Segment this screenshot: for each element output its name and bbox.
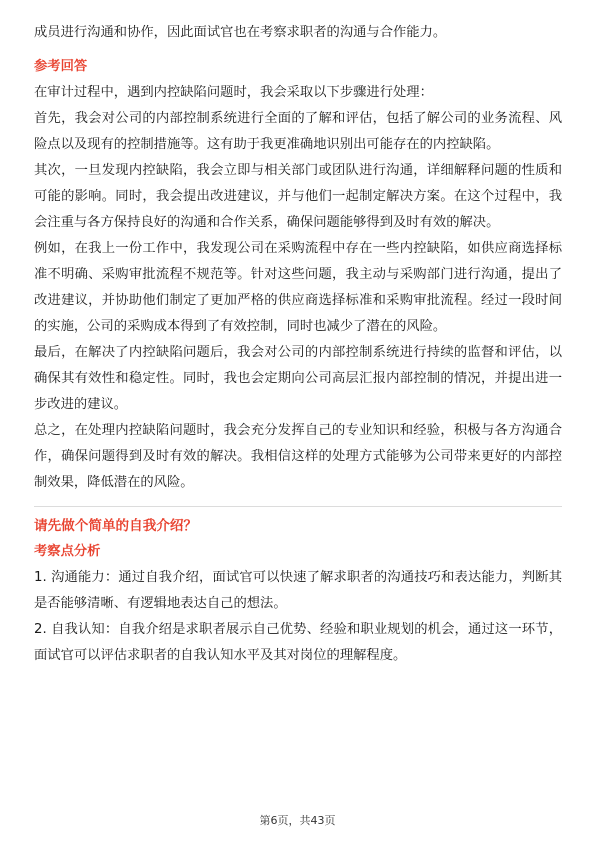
reference-paragraph: 例如，在我上一份工作中，我发现公司在采购流程中存在一些内控缺陷，如供应商选择标准不明确、采购审批流程不规范等。针对这些问题，我主动与采购部门进行沟通，提出了改进建议，并协助他们制定了更加严格的供应商选择标准和采购审批流程。经过一段时间的实施，公司的采购成本得到了有效控制，同时也减少了潜在的风险。: [34, 241, 562, 334]
reference-paragraph: 最后，在解决了内控缺陷问题后，我会对公司的内部控制系统进行持续的监督和评估，以确保其有效性和稳定性。同时，我也会定期向公司高层汇报内部控制的情况，并提出进一步改进的建议。: [34, 345, 562, 412]
question-title: 请先做个简单的自我介绍？: [34, 518, 198, 534]
reference-paragraph: 总之，在处理内控缺陷问题时，我会充分发挥自己的专业知识和经验，积极与各方沟通合作，确保问题得到及时有效的解决。我相信这样的处理方式能够为公司带来更好的内部控制效果，降低潜在的风险。: [34, 423, 562, 490]
analysis-heading: 考察点分析: [34, 544, 101, 559]
reference-paragraph: 首先，我会对公司的内部控制系统进行全面的了解和评估，包括了解公司的业务流程、风险点以及现有的控制措施等。这有助于我更准确地识别出可能存在的内控缺陷。: [34, 111, 562, 152]
reference-paragraph: 其次，一旦发现内控缺陷，我会立即与相关部门或团队进行沟通，详细解释问题的性质和可能的影响。同时，我会提出改进建议，并与他们一起制定解决方案。在这个过程中，我会注重与各方保持良好的沟通和合作关系，确保问题能够得到及时有效的解决。: [34, 163, 562, 230]
section-divider: [34, 506, 562, 507]
page-content: [34, 20, 562, 669]
reference-paragraph: 在审计过程中，遇到内控缺陷问题时，我会采取以下步骤进行处理：: [34, 85, 433, 100]
page-number-footer: 第6页，共43页: [259, 814, 336, 827]
intro-tail-text: 成员进行沟通和协作，因此面试官也在考察求职者的沟通与合作能力。: [34, 25, 447, 40]
analysis-point: 2. 自我认知：自我介绍是求职者展示自己优势、经验和职业规划的机会，通过这一环节，面试官可以评估求职者的自我认知水平及其对岗位的理解程度。: [34, 622, 562, 663]
reference-answer-heading: 参考回答: [34, 59, 88, 74]
analysis-point: 1. 沟通能力：通过自我介绍，面试官可以快速了解求职者的沟通技巧和表达能力，判断其是否能够清晰、有逻辑地表达自己的想法。: [34, 570, 562, 611]
